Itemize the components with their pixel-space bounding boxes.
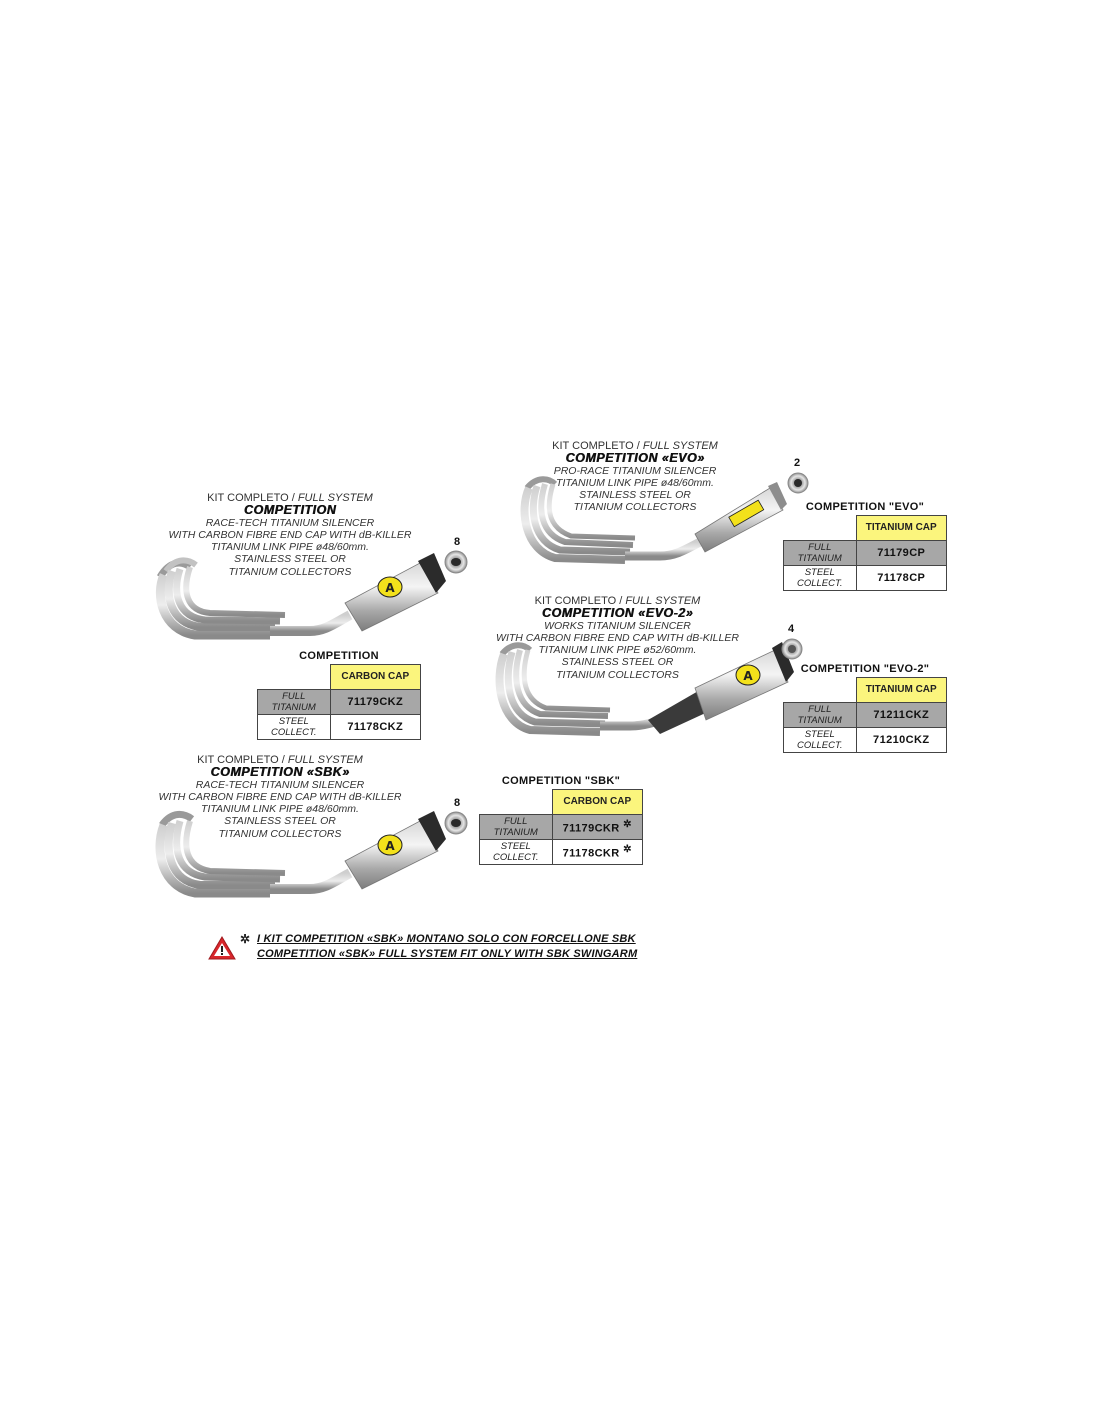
- spec-line: TITANIUM COLLECTORS: [556, 668, 679, 681]
- header-pipes: [525, 479, 700, 560]
- kit-model-title: COMPETITION «EVO»: [565, 451, 705, 466]
- row-label: STEEL COLLECT.: [784, 565, 857, 590]
- part-code: 71179CP: [856, 540, 947, 565]
- kit-heading: KIT COMPLETO / FULL SYSTEM: [552, 440, 718, 452]
- part-code: 71178CKZ: [330, 714, 421, 739]
- spec-line: WITH CARBON FIBRE END CAP WITH dB-KILLER: [158, 790, 402, 803]
- part-number-label: 2: [793, 457, 801, 469]
- column-header: CARBON CAP: [330, 665, 421, 690]
- part-number-label: 8: [453, 536, 461, 548]
- row-label: FULL TITANIUM: [784, 540, 857, 565]
- evo2-part-table: [783, 677, 947, 753]
- table-row: [784, 727, 947, 752]
- row-label: STEEL COLLECT.: [784, 727, 857, 752]
- end-cap-icon: [786, 471, 810, 495]
- spec-line: RACE-TECH TITANIUM SILENCER: [205, 516, 375, 529]
- kit-heading: KIT COMPLETO / FULL SYSTEM: [207, 492, 373, 504]
- spec-line: WITH CARBON FIBRE END CAP WITH dB-KILLER: [168, 528, 412, 541]
- table-row: [784, 702, 947, 727]
- part-code: 71179CKR ✲: [552, 814, 643, 839]
- warning-asterisk-icon: ✲: [240, 932, 251, 946]
- spec-line: STAINLESS STEEL OR: [234, 553, 346, 566]
- column-header: CARBON CAP: [552, 790, 643, 815]
- row-label: STEEL COLLECT.: [258, 714, 331, 739]
- evo-table-title: COMPETITION "EVO": [805, 501, 925, 513]
- spec-line: TITANIUM LINK PIPE ø48/60mm.: [556, 476, 714, 489]
- part-number-label: 4: [787, 623, 795, 635]
- silencer: [648, 642, 794, 734]
- kit-heading: KIT COMPLETO / FULL SYSTEM: [197, 754, 363, 766]
- spec-line: PRO-RACE TITANIUM SILENCER: [553, 464, 717, 477]
- warning-text-en: COMPETITION «SBK» FULL SYSTEM FIT ONLY WITH SBK SWINGARM: [257, 948, 638, 960]
- asterisk-icon: ✲: [623, 818, 632, 830]
- table-row: [784, 540, 947, 565]
- spec-line: STAINLESS STEEL OR: [579, 489, 691, 502]
- kit-model-title: COMPETITION «SBK»: [210, 765, 350, 780]
- part-number-label: 8: [453, 797, 461, 809]
- silencer: [345, 811, 446, 889]
- table-row: [480, 814, 643, 839]
- spec-line: WITH CARBON FIBRE END CAP WITH dB-KILLER: [496, 631, 739, 644]
- table-row: [258, 689, 421, 714]
- svg-text:A: A: [743, 669, 753, 683]
- evo-exhaust-image: [515, 470, 795, 580]
- table-row: [784, 565, 947, 590]
- kit-heading: KIT COMPLETO / FULL SYSTEM: [534, 595, 701, 607]
- evo2-table-title: COMPETITION "EVO-2": [800, 663, 930, 675]
- spec-line: TITANIUM COLLECTORS: [218, 827, 342, 840]
- kit-model-title: COMPETITION «EVO-2»: [541, 606, 694, 621]
- spec-line: TITANIUM COLLECTORS: [573, 501, 697, 514]
- evo-part-table: [783, 515, 947, 591]
- part-code: 71178CP: [856, 565, 947, 590]
- spec-line: RACE-TECH TITANIUM SILENCER: [195, 778, 365, 791]
- sbk-table-title: COMPETITION "SBK": [501, 775, 621, 787]
- competition-part-table: [257, 664, 421, 740]
- spec-line: WORKS TITANIUM SILENCER: [544, 619, 691, 632]
- header-pipes: [160, 814, 350, 893]
- column-header: TITANIUM CAP: [856, 516, 947, 541]
- svg-text:A: A: [385, 581, 395, 595]
- table-row: [258, 714, 421, 739]
- part-code: 71178CKR ✲: [552, 839, 643, 864]
- spec-line: TITANIUM LINK PIPE ø48/60mm.: [201, 803, 359, 816]
- kit-model-title: COMPETITION: [243, 503, 337, 518]
- competition-table-title: COMPETITION: [299, 650, 379, 662]
- row-label: FULL TITANIUM: [784, 702, 857, 727]
- column-header: TITANIUM CAP: [856, 678, 947, 703]
- spec-line: TITANIUM LINK PIPE ø52/60mm.: [538, 644, 697, 657]
- evo2-exhaust-image: [490, 630, 795, 745]
- silencer: [695, 482, 787, 552]
- part-code: 71211CKZ: [856, 702, 947, 727]
- table-row: [480, 839, 643, 864]
- silencer: [345, 553, 446, 631]
- competition-exhaust-image: [150, 535, 450, 655]
- row-label: FULL TITANIUM: [258, 689, 331, 714]
- warning-text-it: I KIT COMPETITION «SBK» MONTANO SOLO CON FORCELLONE SBK: [257, 933, 636, 945]
- spec-line: TITANIUM COLLECTORS: [228, 565, 352, 578]
- sbk-part-table: [479, 789, 643, 865]
- part-code: 71210CKZ: [856, 727, 947, 752]
- asterisk-icon: ✲: [623, 843, 632, 855]
- warning-triangle-icon: [207, 935, 237, 961]
- header-pipes: [160, 560, 350, 635]
- row-label: STEEL COLLECT.: [480, 839, 553, 864]
- end-cap-icon: [443, 549, 469, 575]
- row-label: FULL TITANIUM: [480, 814, 553, 839]
- spec-line: STAINLESS STEEL OR: [561, 656, 674, 669]
- sbk-exhaust-image: [150, 795, 450, 910]
- spec-line: STAINLESS STEEL OR: [224, 815, 336, 828]
- svg-text:A: A: [385, 839, 395, 853]
- spec-line: TITANIUM LINK PIPE ø48/60mm.: [211, 541, 369, 554]
- part-code: 71179CKZ: [330, 689, 421, 714]
- end-cap-icon: [780, 637, 804, 661]
- end-cap-icon: [443, 810, 469, 836]
